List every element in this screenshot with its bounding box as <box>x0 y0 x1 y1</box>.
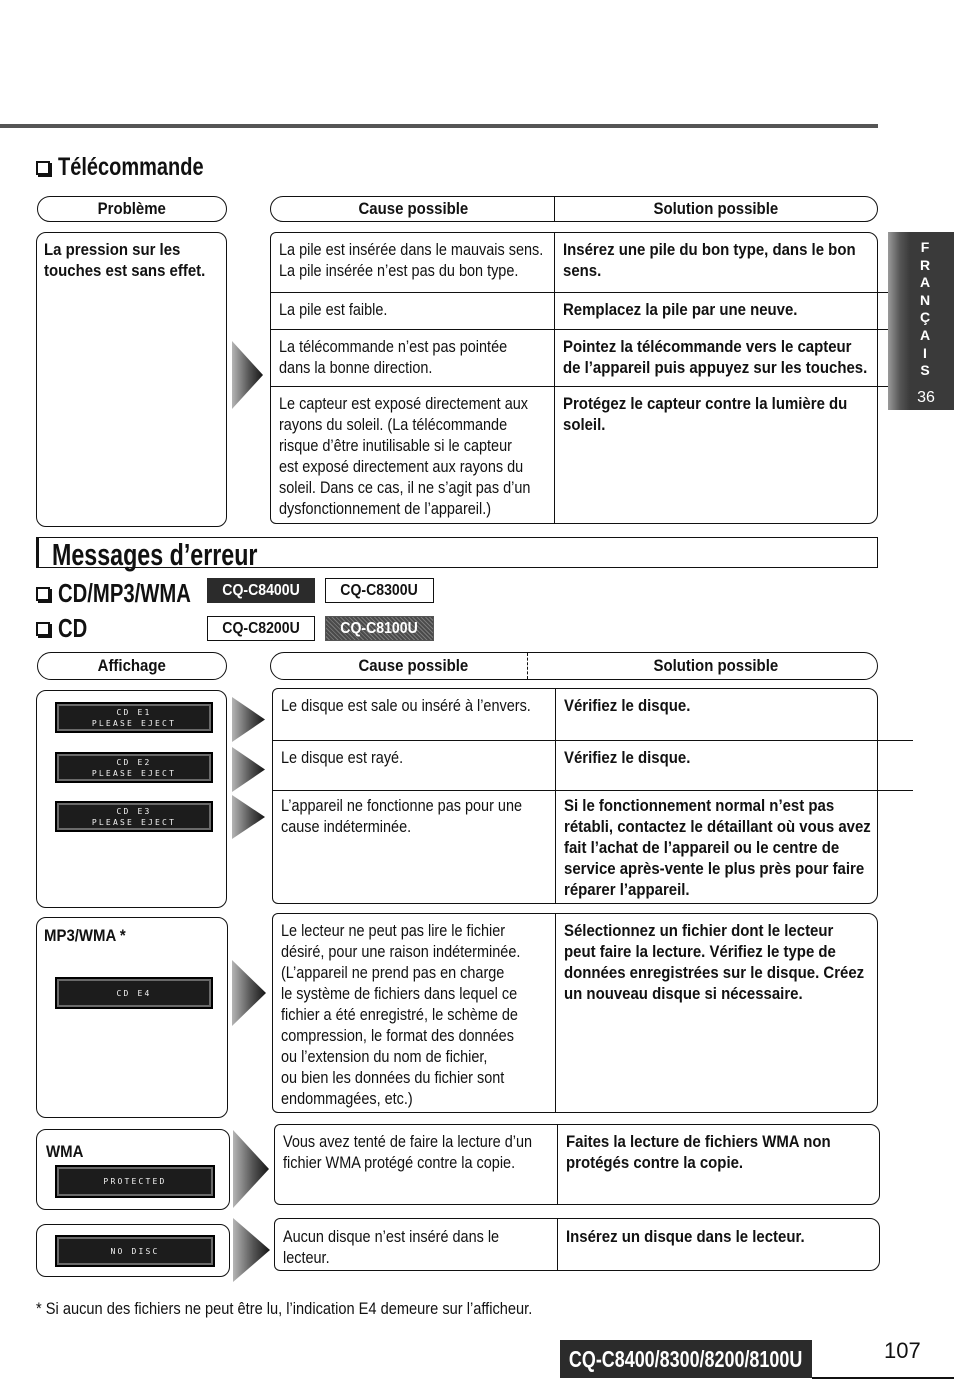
model-badge-text: CQ-C8400U <box>222 581 300 599</box>
cause-cell <box>273 914 556 1112</box>
tab-letter: Ç <box>919 309 931 326</box>
section-title-telecommande: Télécommande <box>58 153 204 181</box>
header-problem <box>37 196 227 222</box>
footer-rule <box>812 1377 954 1379</box>
display-box-mp3-wma <box>36 917 228 1118</box>
solution-cell <box>556 791 913 903</box>
arrow-right-icon <box>232 795 265 839</box>
lcd-display <box>55 801 213 832</box>
model-footer-text: CQ-C8400/8300/8200/8100U <box>569 1345 803 1372</box>
cause-text: Le capteur est exposé directement aux rayons du soleil. (La télécommande risque d’être inutilisable si le capteur est exposé directement aux rayons du soleil. Dans ce cas, il ne s’agit pas d’un dysfonctionnement de l’appareil.) <box>279 394 531 518</box>
solution-cell <box>556 689 913 741</box>
solution-cell <box>555 233 909 293</box>
solution-cell <box>555 293 909 330</box>
wma-table <box>274 1124 880 1205</box>
checkbox-bullet-icon <box>36 587 50 601</box>
cause-cell <box>273 741 556 791</box>
header-divider <box>527 653 528 679</box>
cause-text: Le disque est rayé. <box>281 748 404 767</box>
lcd-line: CD E3 <box>116 806 152 816</box>
cause-cell <box>273 689 556 741</box>
lcd-line: PLEASE EJECT <box>91 718 177 728</box>
model-badge-text: CQ-C8200U <box>222 619 300 637</box>
wma-label: WMA <box>46 1142 84 1161</box>
language-side-tab <box>888 232 954 410</box>
lcd-line: PLEASE EJECT <box>91 817 177 827</box>
mp3-wma-label: MP3/WMA * <box>44 926 126 945</box>
lcd-line: CD E4 <box>116 988 152 998</box>
arrow-right-icon <box>232 747 265 792</box>
language-letters <box>915 239 935 380</box>
solution-cell <box>558 1219 879 1270</box>
model-badge-text: CQ-C8100U <box>340 619 419 637</box>
solution-text: Protégez le capteur contre la lumière du soleil. <box>563 394 848 434</box>
cause-text: Vous avez tenté de faire la lecture d’un fichier WMA protégé contre la copie. <box>283 1132 533 1172</box>
solution-cell <box>555 330 909 387</box>
tab-letter: F <box>920 239 930 255</box>
model-badge <box>207 578 315 603</box>
cause-text: La pile est faible. <box>279 300 388 319</box>
top-rule <box>0 124 878 128</box>
header-cause-solution <box>270 196 878 222</box>
cd-errors-table <box>272 688 878 904</box>
tab-letter: I <box>923 344 927 361</box>
cause-cell <box>273 791 556 903</box>
lcd-display <box>55 1165 215 1198</box>
cause-cell <box>271 233 555 293</box>
tab-letter: S <box>920 362 930 379</box>
model-badge <box>207 616 315 641</box>
lcd-line: NO DISC <box>110 1246 160 1256</box>
header-display-label: Affichage <box>97 656 167 675</box>
cause-text: Aucun disque n’est inséré dans le lecteur. <box>283 1227 500 1267</box>
solution-text: Insérez une pile du bon type, dans le bon sens. <box>563 240 856 280</box>
footnote: * Si aucun des fichiers ne peut être lu, l’indication E4 demeure sur l’afficheur. <box>36 1299 533 1318</box>
model-badge-text: CQ-C8300U <box>340 581 419 599</box>
model-badge <box>325 616 434 641</box>
lcd-line: CD E2 <box>116 757 152 767</box>
mp3-wma-table <box>272 913 878 1113</box>
cause-cell <box>271 387 555 523</box>
solution-cell <box>556 914 905 1112</box>
tab-letter: N <box>919 291 931 308</box>
solution-text: Faites la lecture de fichiers WMA non protégés contre la copie. <box>566 1132 831 1172</box>
solution-text: Vérifiez le disque. <box>564 748 691 767</box>
solution-text: Insérez un disque dans le lecteur. <box>566 1227 805 1246</box>
lcd-line: PLEASE EJECT <box>91 768 177 778</box>
tab-letter: A <box>919 274 931 291</box>
header-solution-label: Solution possible <box>653 656 778 675</box>
tab-letter: R <box>919 256 931 273</box>
header-problem-label: Problème <box>97 199 167 218</box>
checkbox-bullet-icon <box>36 161 50 175</box>
lcd-display <box>55 1235 215 1267</box>
section-title-messages: Messages d’erreur <box>52 537 258 572</box>
lcd-line: CD E1 <box>116 707 152 717</box>
problem-box <box>36 232 227 527</box>
cause-text: La télécommande n’est pas pointée dans la bonne direction. <box>279 337 508 377</box>
cause-cell <box>271 330 555 387</box>
lcd-display <box>55 752 213 783</box>
arrow-right-icon <box>233 1218 270 1282</box>
solution-text: Sélectionnez un fichier dont le lecteur peut faire la lecture. Vérifiez le type de données enregistrées sur le disque. Créez un nouveau disque si nécessaire. <box>564 921 865 1003</box>
cause-cell <box>271 293 555 330</box>
no-disc-table <box>274 1218 880 1271</box>
arrow-right-icon <box>232 697 265 742</box>
solution-cell <box>556 741 913 791</box>
solution-text: Remplacez la pile par une neuve. <box>563 300 798 319</box>
model-group-label: CD <box>58 613 88 643</box>
cause-cell <box>275 1219 558 1270</box>
model-badge <box>325 578 434 603</box>
tab-letter: A <box>919 326 931 343</box>
page-number: 107 <box>884 1338 921 1363</box>
arrow-right-icon <box>232 341 263 409</box>
tab-section-number: 36 <box>917 389 935 406</box>
solution-text: Pointez la télécommande vers le capteur de l’appareil puis appuyez sur les touches. <box>563 337 868 377</box>
solution-text: Vérifiez le disque. <box>564 696 691 715</box>
problem-text: La pression sur les touches est sans effet. <box>44 240 206 280</box>
cause-text: La pile est insérée dans le mauvais sens. La pile insérée n’est pas du bon type. <box>279 240 544 280</box>
cause-text: Le lecteur ne peut pas lire le fichier désiré, pour une raison indéterminée. (L’appareil ne prend pas en charge le système de fichiers dans lequel ce fichier a été enregistré, le schème de compression, le format des données ou l’extension du nom de fichier, ou bien les données du fichier sont endommagées, etc.) <box>281 921 521 1108</box>
cause-text: L’appareil ne fonctionne pas pour une cause indéterminée. <box>281 796 523 836</box>
arrow-right-icon <box>233 1130 269 1208</box>
solution-cell <box>558 1125 879 1204</box>
cause-text: Le disque est sale ou inséré à l’envers. <box>281 696 531 715</box>
model-group-label: CD/MP3/WMA <box>58 578 191 608</box>
cause-cell <box>275 1125 558 1204</box>
header-cause-solution <box>270 652 878 680</box>
checkbox-bullet-icon <box>36 622 50 636</box>
arrow-right-icon <box>232 960 266 1026</box>
lcd-display <box>55 977 213 1009</box>
solution-text: Si le fonctionnement normal n’est pas rétabli, contactez le détaillant où vous avez fait l’achat de l’appareil ou le centre de service après-vente le plus près pour faire réparer l’appareil. <box>564 796 871 899</box>
lcd-display <box>55 702 213 733</box>
model-footer-badge <box>560 1340 812 1378</box>
header-cause-label: Cause possible <box>358 656 468 675</box>
header-cause-label: Cause possible <box>358 199 468 218</box>
solution-cell <box>555 387 909 523</box>
header-solution-label: Solution possible <box>653 199 778 218</box>
lcd-line: PROTECTED <box>103 1177 167 1186</box>
telecommande-table <box>270 232 878 524</box>
header-display <box>37 652 227 680</box>
